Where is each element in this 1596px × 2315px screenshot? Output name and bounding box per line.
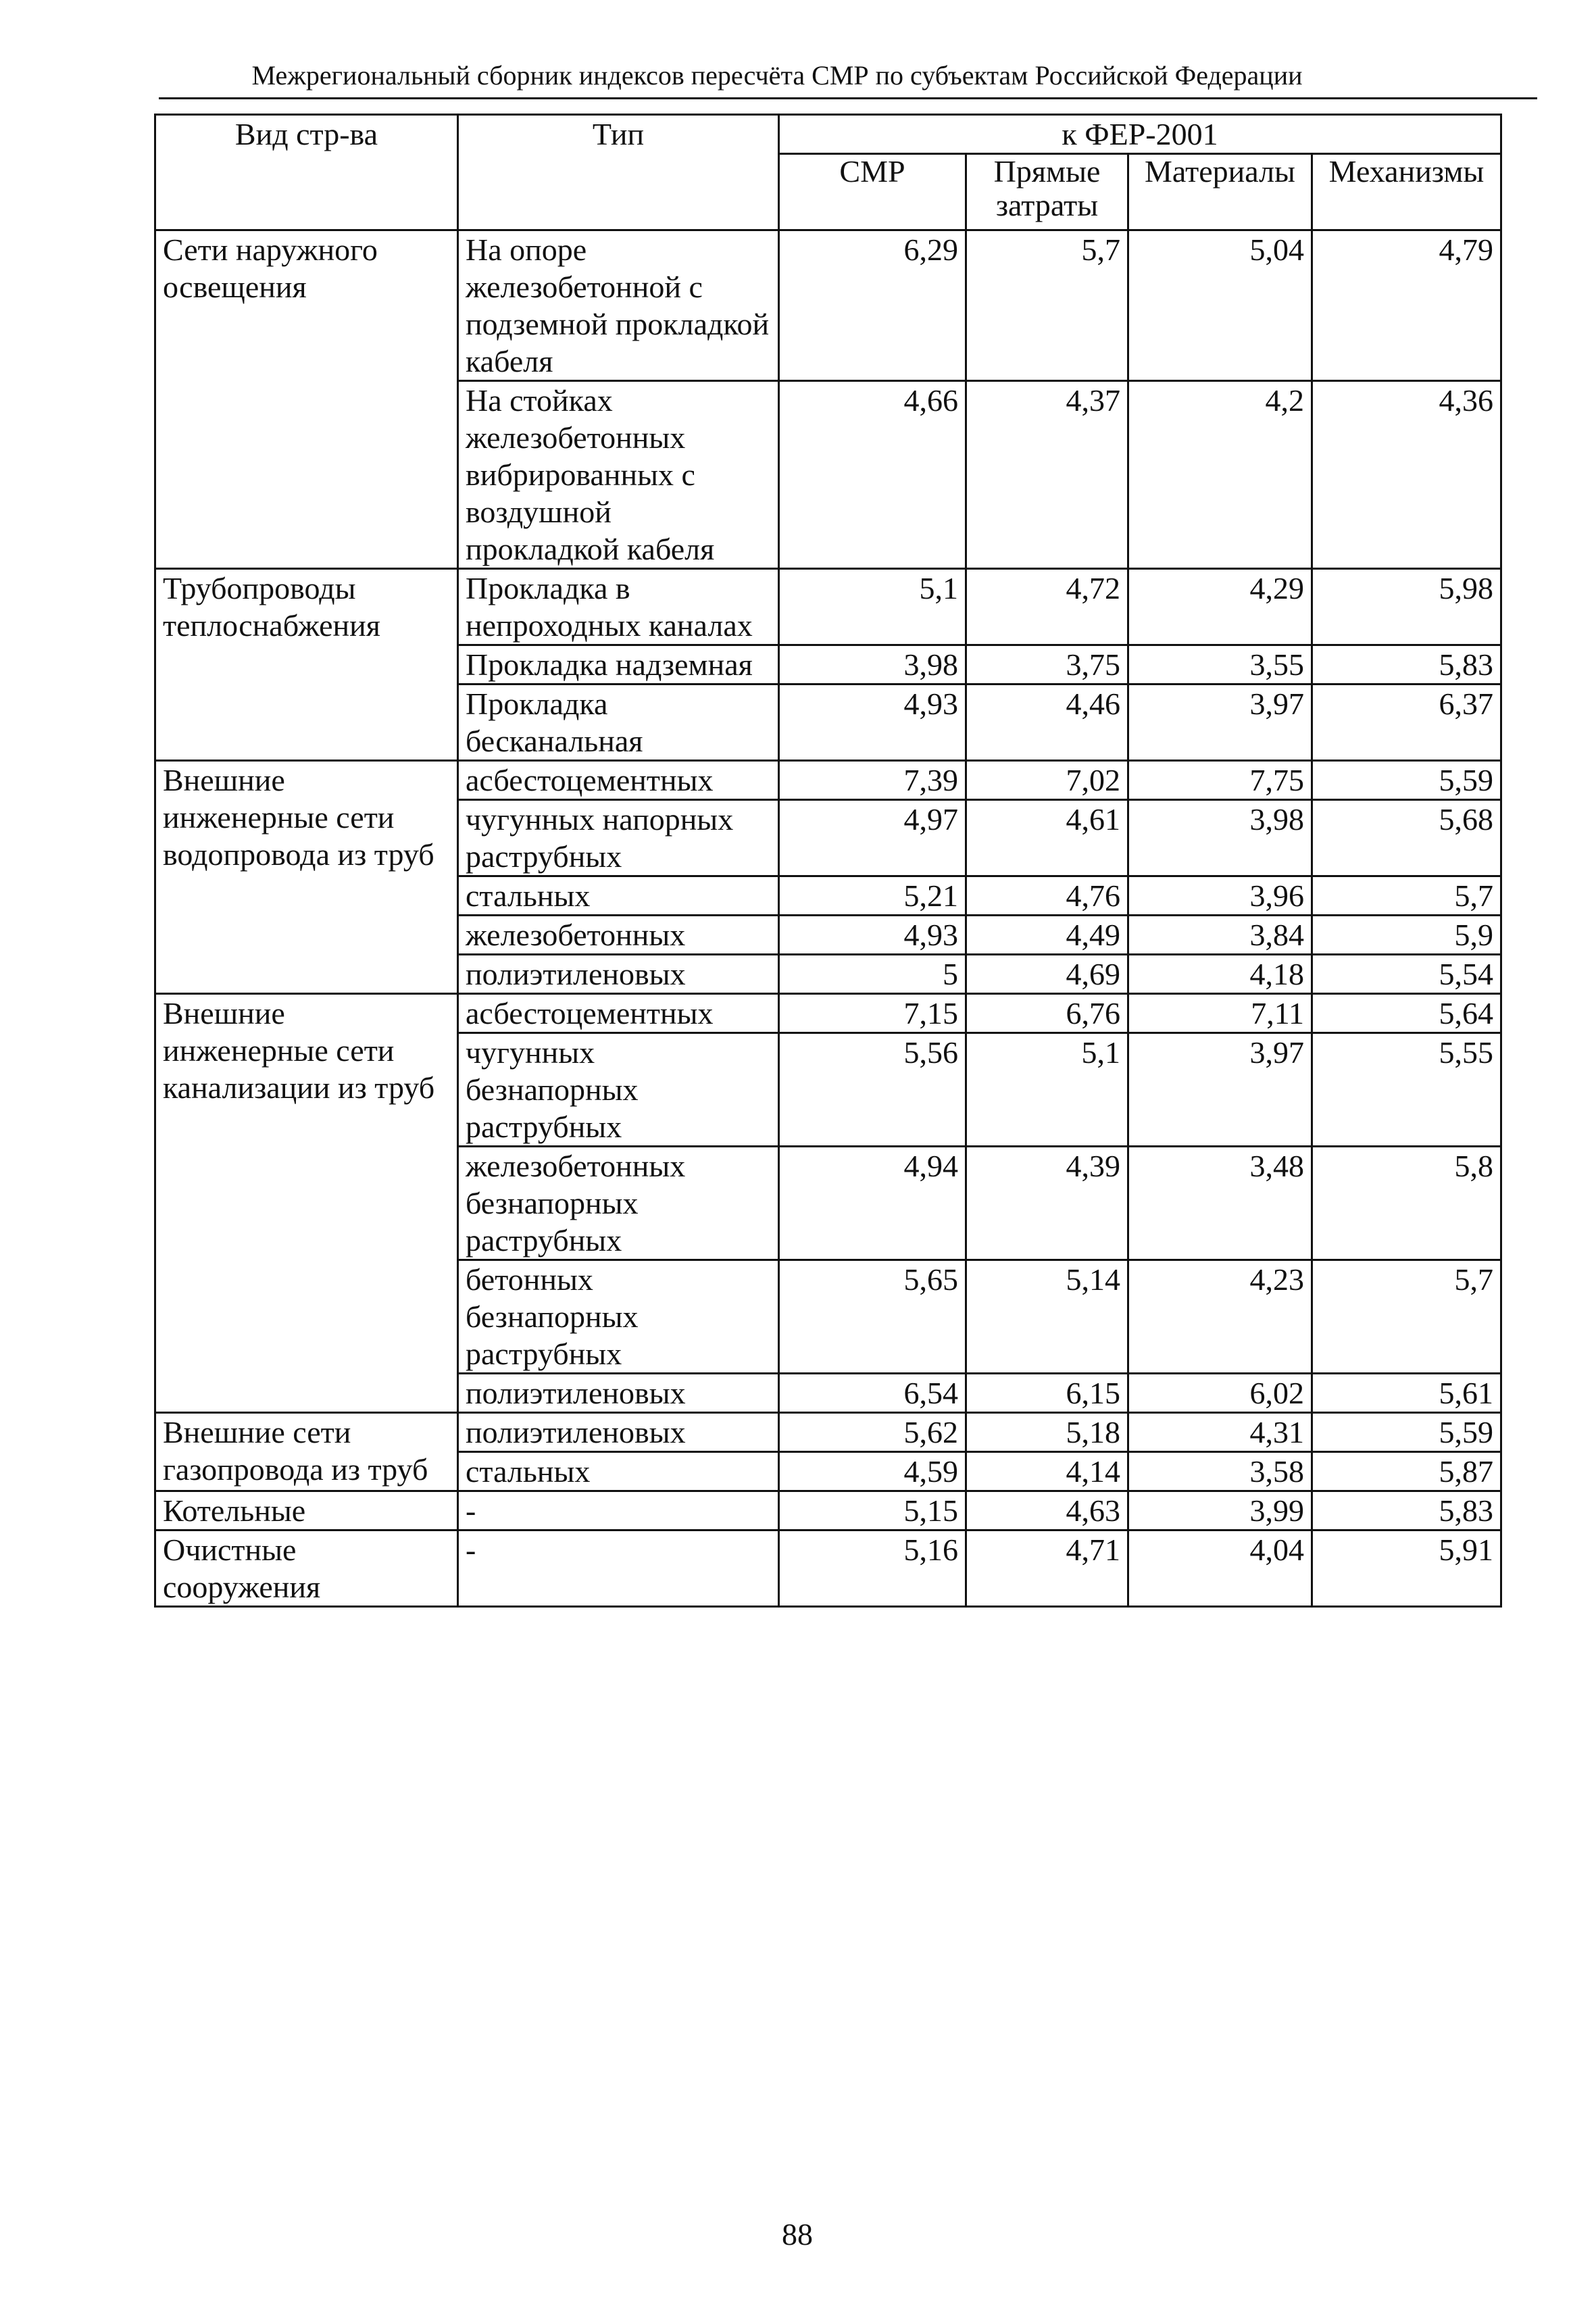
cell-construction-kind: Сети наружного освещения	[155, 230, 458, 569]
table-row	[155, 1413, 1501, 1452]
cell-materials: 3,97	[1128, 1033, 1312, 1147]
cell-mechanisms: 5,55	[1312, 1033, 1501, 1147]
cell-type: асбестоцементных	[458, 761, 779, 800]
cell-mechanisms: 4,36	[1312, 381, 1501, 569]
cell-type: полиэтиленовых	[458, 1374, 779, 1413]
cell-direct-costs: 4,14	[966, 1452, 1128, 1491]
table-row	[155, 1530, 1501, 1607]
cell-construction-kind: Котельные	[155, 1491, 458, 1530]
cell-type: Прокладка надземная	[458, 645, 779, 684]
table-row	[155, 994, 1501, 1033]
cell-mechanisms: 5,68	[1312, 800, 1501, 876]
cell-smr: 7,39	[779, 761, 966, 800]
cell-smr: 5	[779, 955, 966, 994]
cell-direct-costs: 4,63	[966, 1491, 1128, 1530]
cell-smr: 4,66	[779, 381, 966, 569]
cell-materials: 7,75	[1128, 761, 1312, 800]
cell-mechanisms: 5,54	[1312, 955, 1501, 994]
cell-materials: 3,96	[1128, 876, 1312, 916]
table-row	[155, 230, 1501, 381]
cell-type: полиэтиленовых	[458, 1413, 779, 1452]
cell-direct-costs: 6,76	[966, 994, 1128, 1033]
cell-type: железобетонных	[458, 916, 779, 955]
header-type: Тип	[458, 115, 779, 230]
cell-direct-costs: 4,72	[966, 569, 1128, 645]
cell-construction-kind: Внешние инженерные сети канализации из труб	[155, 994, 458, 1413]
cell-smr: 4,97	[779, 800, 966, 876]
cell-materials: 7,11	[1128, 994, 1312, 1033]
cell-type: асбестоцементных	[458, 994, 779, 1033]
cell-materials: 4,2	[1128, 381, 1312, 569]
header-rule	[159, 97, 1537, 99]
cell-smr: 5,56	[779, 1033, 966, 1147]
cell-construction-kind: Внешние инженерные сети водопровода из труб	[155, 761, 458, 994]
cell-mechanisms: 5,87	[1312, 1452, 1501, 1491]
cell-type: -	[458, 1530, 779, 1607]
cell-smr: 6,54	[779, 1374, 966, 1413]
cell-mechanisms: 4,79	[1312, 230, 1501, 381]
cell-smr: 5,21	[779, 876, 966, 916]
cell-construction-kind: Внешние сети газопровода из труб	[155, 1413, 458, 1491]
cell-smr: 4,94	[779, 1147, 966, 1260]
table-row	[155, 569, 1501, 645]
header-fer-group: к ФЕР-2001	[779, 115, 1501, 154]
header-row-1	[155, 115, 1501, 154]
cell-mechanisms: 5,83	[1312, 1491, 1501, 1530]
cell-mechanisms: 5,9	[1312, 916, 1501, 955]
cell-materials: 4,29	[1128, 569, 1312, 645]
cell-smr: 5,16	[779, 1530, 966, 1607]
cell-materials: 3,98	[1128, 800, 1312, 876]
table-head	[155, 115, 1501, 230]
cell-mechanisms: 5,7	[1312, 1260, 1501, 1374]
cell-direct-costs: 4,71	[966, 1530, 1128, 1607]
cell-smr: 6,29	[779, 230, 966, 381]
header-materials: Материалы	[1128, 154, 1312, 230]
cell-materials: 3,97	[1128, 684, 1312, 761]
header-direct-costs: Прямые затраты	[966, 154, 1128, 230]
table-body	[155, 230, 1501, 1607]
cell-direct-costs: 4,76	[966, 876, 1128, 916]
cell-materials: 3,58	[1128, 1452, 1312, 1491]
cell-construction-kind: Очистные сооружения	[155, 1530, 458, 1607]
cell-mechanisms: 5,59	[1312, 761, 1501, 800]
page-header-title: Межрегиональный сборник индексов пересчёта СМР по субъектам Российской Федерации	[251, 60, 1303, 91]
cell-direct-costs: 3,75	[966, 645, 1128, 684]
cell-smr: 3,98	[779, 645, 966, 684]
cell-type: На опоре железобетонной с подземной прокладкой кабеля	[458, 230, 779, 381]
cell-type: полиэтиленовых	[458, 955, 779, 994]
cell-mechanisms: 5,83	[1312, 645, 1501, 684]
page-number: 88	[782, 2217, 813, 2251]
cell-materials: 3,55	[1128, 645, 1312, 684]
cell-smr: 5,65	[779, 1260, 966, 1374]
cell-direct-costs: 5,1	[966, 1033, 1128, 1147]
cell-smr: 5,15	[779, 1491, 966, 1530]
cell-type: На стойках железобетонных вибрированных с воздушной прокладкой кабеля	[458, 381, 779, 569]
cell-direct-costs: 5,7	[966, 230, 1128, 381]
header-mechanisms: Механизмы	[1312, 154, 1501, 230]
cell-direct-costs: 4,39	[966, 1147, 1128, 1260]
index-table	[154, 114, 1502, 1608]
cell-direct-costs: 4,61	[966, 800, 1128, 876]
cell-type: чугунных безнапорных раструбных	[458, 1033, 779, 1147]
cell-materials: 3,99	[1128, 1491, 1312, 1530]
cell-direct-costs: 4,37	[966, 381, 1128, 569]
cell-smr: 5,1	[779, 569, 966, 645]
cell-direct-costs: 5,14	[966, 1260, 1128, 1374]
cell-type: железобетонных безнапорных раструбных	[458, 1147, 779, 1260]
cell-smr: 4,93	[779, 916, 966, 955]
cell-mechanisms: 5,59	[1312, 1413, 1501, 1452]
cell-materials: 3,48	[1128, 1147, 1312, 1260]
cell-type: -	[458, 1491, 779, 1530]
cell-smr: 4,93	[779, 684, 966, 761]
cell-type: стальных	[458, 1452, 779, 1491]
cell-direct-costs: 4,46	[966, 684, 1128, 761]
cell-materials: 4,31	[1128, 1413, 1312, 1452]
cell-mechanisms: 5,64	[1312, 994, 1501, 1033]
cell-mechanisms: 5,91	[1312, 1530, 1501, 1607]
cell-smr: 7,15	[779, 994, 966, 1033]
cell-direct-costs: 6,15	[966, 1374, 1128, 1413]
cell-materials: 5,04	[1128, 230, 1312, 381]
table-row	[155, 1491, 1501, 1530]
cell-mechanisms: 5,7	[1312, 876, 1501, 916]
cell-direct-costs: 7,02	[966, 761, 1128, 800]
cell-direct-costs: 5,18	[966, 1413, 1128, 1452]
cell-smr: 5,62	[779, 1413, 966, 1452]
cell-materials: 4,18	[1128, 955, 1312, 994]
header-kind: Вид стр-ва	[155, 115, 458, 230]
cell-materials: 4,04	[1128, 1530, 1312, 1607]
cell-mechanisms: 6,37	[1312, 684, 1501, 761]
cell-type: Прокладка бесканальная	[458, 684, 779, 761]
cell-type: бетонных безнапорных раструбных	[458, 1260, 779, 1374]
cell-type: чугунных напорных раструбных	[458, 800, 779, 876]
cell-type: стальных	[458, 876, 779, 916]
cell-mechanisms: 5,98	[1312, 569, 1501, 645]
cell-materials: 4,23	[1128, 1260, 1312, 1374]
cell-construction-kind: Трубопроводы теплоснабжения	[155, 569, 458, 761]
cell-type: Прокладка в непроходных каналах	[458, 569, 779, 645]
cell-materials: 6,02	[1128, 1374, 1312, 1413]
cell-materials: 3,84	[1128, 916, 1312, 955]
cell-direct-costs: 4,49	[966, 916, 1128, 955]
table-row	[155, 761, 1501, 800]
cell-mechanisms: 5,61	[1312, 1374, 1501, 1413]
cell-mechanisms: 5,8	[1312, 1147, 1501, 1260]
cell-direct-costs: 4,69	[966, 955, 1128, 994]
cell-smr: 4,59	[779, 1452, 966, 1491]
header-smr: СМР	[779, 154, 966, 230]
